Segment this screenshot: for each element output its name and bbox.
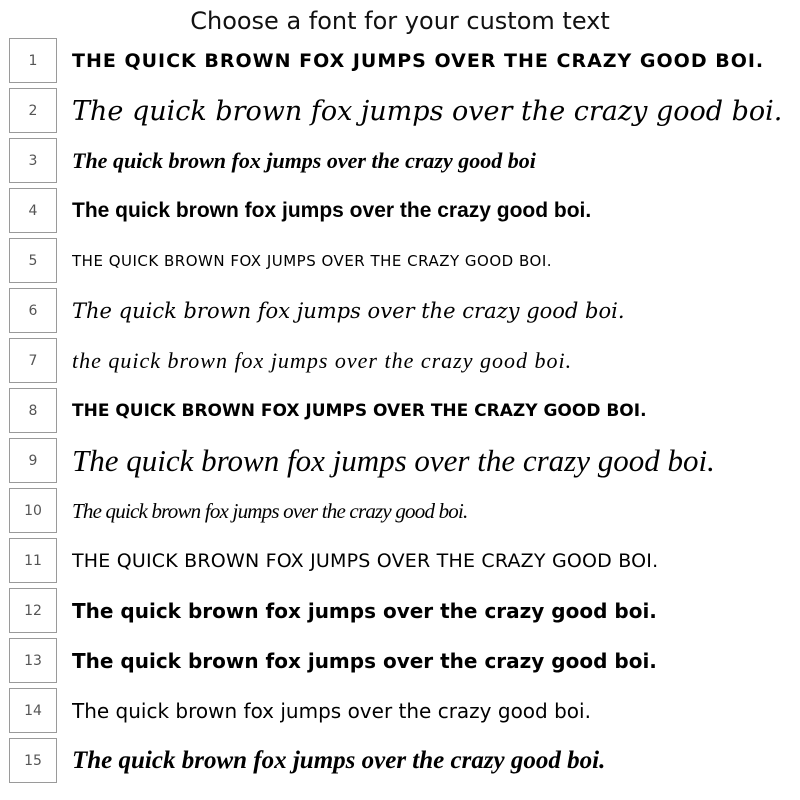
font-sample-text: The quick brown fox jumps over the crazy good boi. bbox=[72, 95, 783, 127]
font-option-row[interactable] bbox=[0, 86, 800, 136]
font-number-box: 11 bbox=[9, 538, 57, 583]
font-number-box: 7 bbox=[9, 338, 57, 383]
font-number-box: 2 bbox=[9, 88, 57, 133]
font-option-row[interactable] bbox=[0, 136, 800, 186]
font-sample-text: The quick brown fox jumps over the crazy good boi. bbox=[72, 649, 657, 673]
font-sample-text: The quick brown fox jumps over the crazy good boi. bbox=[72, 699, 591, 723]
font-sample-text: The quick brown fox jumps over the crazy good boi. bbox=[72, 599, 657, 623]
font-number-box: 14 bbox=[9, 688, 57, 733]
font-sample-text: THE QUICK BROWN FOX JUMPS OVER THE CRAZY GOOD BOI. bbox=[72, 401, 647, 421]
font-option-row[interactable] bbox=[0, 436, 800, 486]
font-number-box: 9 bbox=[9, 438, 57, 483]
font-sample-text: THE QUICK BROWN FOX JUMPS OVER THE CRAZY GOOD BOI. bbox=[72, 550, 659, 572]
font-number-box: 13 bbox=[9, 638, 57, 683]
font-option-list bbox=[0, 36, 800, 786]
font-sample-text: The quick brown fox jumps over the crazy good boi. bbox=[72, 747, 606, 774]
font-sample-text: The quick brown fox jumps over the crazy good boi. bbox=[72, 443, 715, 478]
font-option-row[interactable] bbox=[0, 636, 800, 686]
font-sample-text: The quick brown fox jumps over the crazy good boi. bbox=[72, 498, 468, 523]
font-sample-text: The quick brown fox jumps over the crazy good boi. bbox=[72, 299, 625, 323]
font-option-row[interactable] bbox=[0, 36, 800, 86]
font-number-box: 12 bbox=[9, 588, 57, 633]
font-option-row[interactable] bbox=[0, 186, 800, 236]
font-sample-text: the quick brown fox jumps over the crazy good boi. bbox=[72, 348, 573, 373]
font-number-box: 8 bbox=[9, 388, 57, 433]
font-option-row[interactable] bbox=[0, 236, 800, 286]
font-option-row[interactable] bbox=[0, 536, 800, 586]
font-option-row[interactable] bbox=[0, 686, 800, 736]
font-sample-text: THE QUICK BROWN FOX JUMPS OVER THE CRAZY GOOD BOI. bbox=[72, 252, 553, 270]
font-number-box: 10 bbox=[9, 488, 57, 533]
font-number-box: 4 bbox=[9, 188, 57, 233]
font-sample-text: The quick brown fox jumps over the crazy good boi bbox=[72, 148, 536, 173]
font-option-row[interactable] bbox=[0, 386, 800, 436]
font-number-box: 3 bbox=[9, 138, 57, 183]
font-option-row[interactable] bbox=[0, 486, 800, 536]
font-number-box: 6 bbox=[9, 288, 57, 333]
font-option-row[interactable] bbox=[0, 586, 800, 636]
font-option-row[interactable] bbox=[0, 336, 800, 386]
font-number-box: 1 bbox=[9, 38, 57, 83]
font-option-row[interactable] bbox=[0, 286, 800, 336]
font-option-row[interactable] bbox=[0, 736, 800, 786]
font-number-box: 5 bbox=[9, 238, 57, 283]
page-title: Choose a font for your custom text bbox=[190, 7, 610, 35]
font-sample-text: THE QUICK BROWN FOX JUMPS OVER THE CRAZY GOOD BOI. bbox=[72, 50, 765, 72]
font-number-box: 15 bbox=[9, 738, 57, 783]
font-sample-text: The quick brown fox jumps over the crazy good boi. bbox=[72, 199, 592, 222]
